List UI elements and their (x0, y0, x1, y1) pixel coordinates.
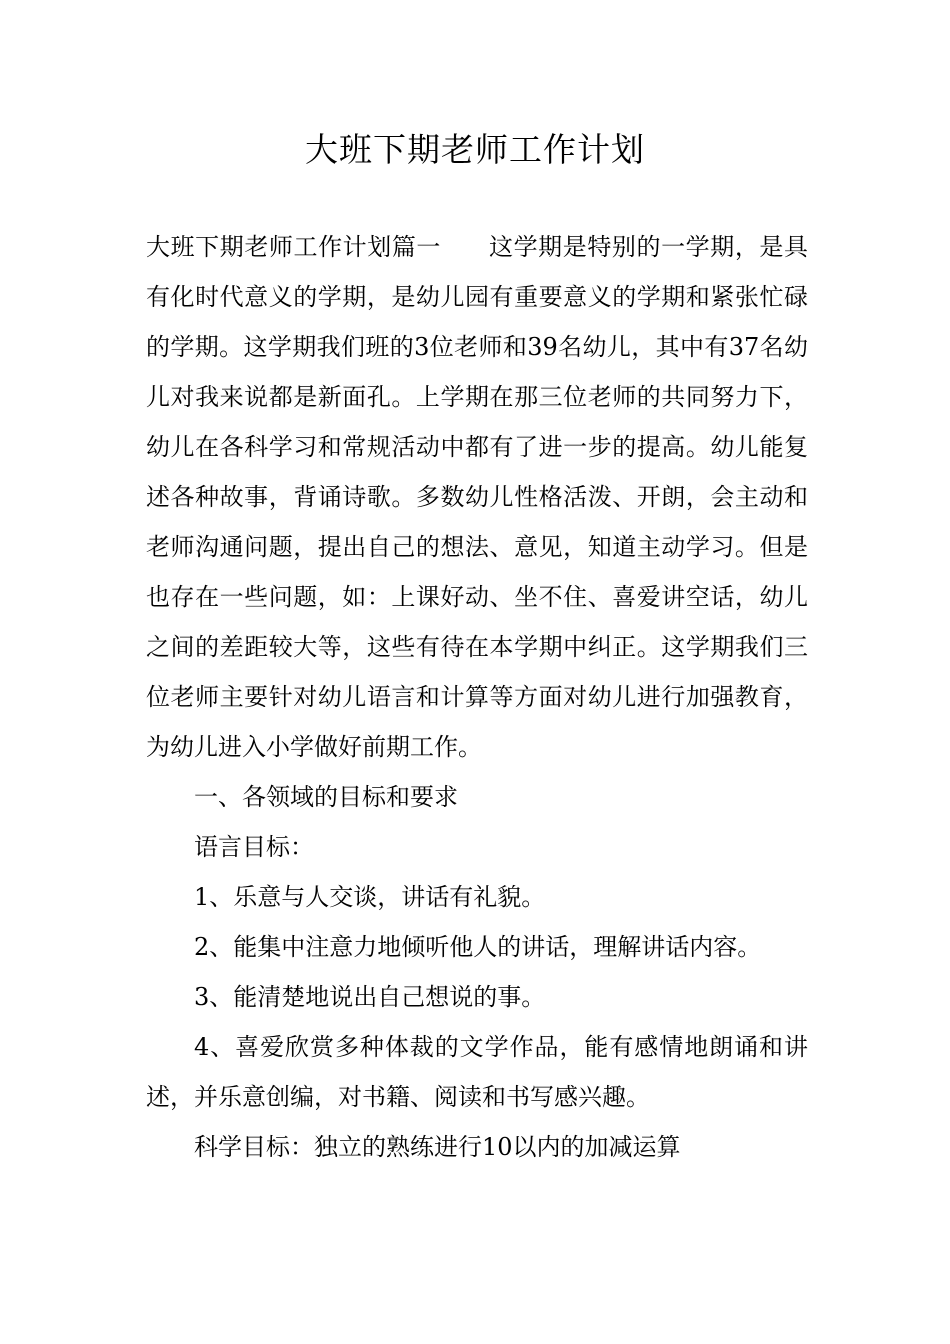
intro-text: 这学期是特别的一学期，是具有化时代意义的学期，是幼儿园有重要意义的学期和紧张忙碌的学期。这学期我们班的3位老师和39名幼儿，其中有37名幼儿对我来说都是新面孔。上学期在那三位老师的共同努力下，幼儿在各科学习和常规活动中都有了进一步的提高。幼儿能复述各种故事，背诵诗歌。多数幼儿性格活泼、开朗，会主动和老师沟通问题，提出自己的想法、意见，知道主动学习。但是也存在一些问题，如：上课好动、坐不住、喜爱讲空话，幼儿之间的差距较大等，这些有待在本学期中纠正。这学期我们三位老师主要针对幼儿语言和计算等方面对幼儿进行加强教育，为幼儿进入小学做好前期工作。 (146, 233, 808, 761)
section-heading: 一、各领域的目标和要求 (194, 783, 458, 811)
document-body (146, 222, 808, 1172)
document-title: 大班下期老师工作计划 (305, 130, 645, 169)
language-item-3: 3、能清楚地说出自己想说的事。 (194, 983, 546, 1011)
intro-label: 大班下期老师工作计划篇一 (146, 233, 441, 261)
science-line: 科学目标：独立的熟练进行10以内的加减运算 (194, 1133, 681, 1161)
language-item-2: 2、能集中注意力地倾听他人的讲话，理解讲话内容。 (194, 933, 762, 961)
language-heading: 语言目标： (194, 833, 314, 861)
intro-paragraph (146, 222, 808, 772)
language-item-1: 1、乐意与人交谈，讲话有礼貌。 (194, 883, 546, 911)
language-item-4: 4、喜爱欣赏多种体裁的文学作品，能有感情地朗诵和讲述，并乐意创编，对书籍、阅读和书写感兴趣。 (146, 1033, 808, 1111)
